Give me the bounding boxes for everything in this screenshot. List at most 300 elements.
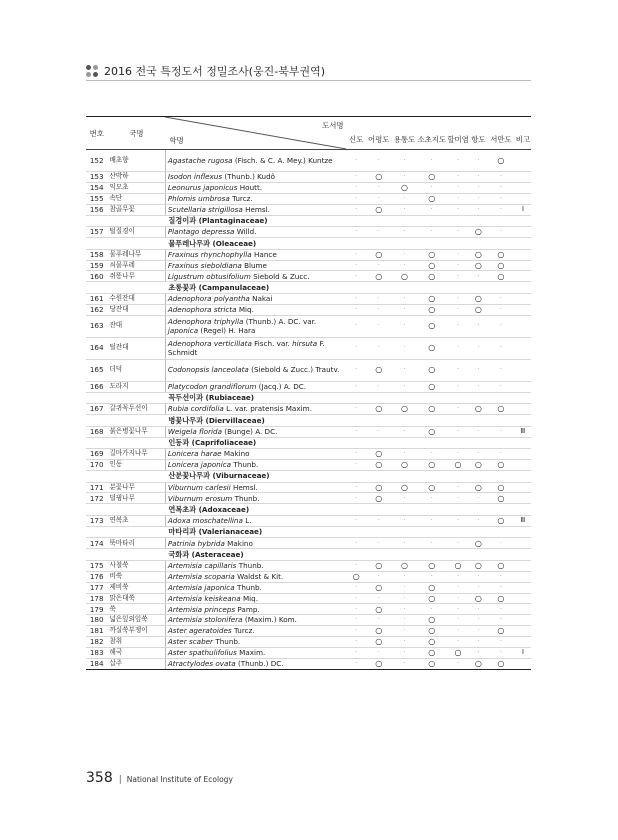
scientific-name-cell xyxy=(165,449,346,460)
remark-cell xyxy=(515,460,531,471)
scientific-name-cell xyxy=(165,637,346,648)
author-citation: (Bunge) A. DC. xyxy=(224,426,278,436)
occurrence-cell: ○ xyxy=(366,271,392,282)
occurrence-cell: · xyxy=(347,381,366,392)
diagonal-line xyxy=(165,117,346,149)
species-number: 179 xyxy=(86,604,107,615)
table-row xyxy=(86,227,531,238)
scientific-name-cell xyxy=(165,381,346,392)
korean-name: 배초향 xyxy=(107,150,165,172)
occurrence-cell: · xyxy=(487,538,515,549)
remark-cell xyxy=(515,315,531,337)
occurrence-cell: · xyxy=(470,626,487,637)
occurrence-cell: · xyxy=(446,293,470,304)
remark-cell: Ⅲ xyxy=(515,426,531,437)
scientific-name: Viburnum erosum xyxy=(167,493,233,503)
remark-cell xyxy=(515,359,531,381)
family-spacer xyxy=(86,238,107,250)
remark-cell xyxy=(515,337,531,359)
scientific-name: Adenophora stricta xyxy=(167,304,237,314)
scientific-name: Phlomis umbrosa xyxy=(167,193,230,203)
remark-cell xyxy=(515,538,531,549)
species-number: 176 xyxy=(86,571,107,582)
remark-cell: I xyxy=(515,647,531,658)
occurrence-cell: · xyxy=(487,337,515,359)
occurrence-cell: ○ xyxy=(417,482,446,493)
header-scientific-name: 학명 xyxy=(169,136,184,145)
occurrence-cell: · xyxy=(417,538,446,549)
occurrence-cell: · xyxy=(347,337,366,359)
occurrence-cell: ○ xyxy=(470,460,487,471)
occurrence-cell: · xyxy=(446,637,470,648)
occurrence-cell: · xyxy=(417,493,446,504)
korean-name: 덜꿩나무 xyxy=(107,493,165,504)
occurrence-cell: · xyxy=(347,227,366,238)
species-number: 162 xyxy=(86,304,107,315)
table-row xyxy=(86,249,531,260)
remark-cell xyxy=(515,193,531,204)
author-citation: Thunb. xyxy=(238,561,264,570)
remark-cell xyxy=(515,293,531,304)
table-row xyxy=(86,571,531,582)
occurrence-cell: ○ xyxy=(392,460,418,471)
species-number: 154 xyxy=(86,182,107,193)
author-citation: (Regel) H. Hara xyxy=(200,326,256,336)
species-number: 181 xyxy=(86,626,107,637)
table-row xyxy=(86,637,531,648)
occurrence-cell: ○ xyxy=(366,658,392,669)
author-citation: Thunb. xyxy=(234,493,260,503)
occurrence-cell: · xyxy=(347,315,366,337)
occurrence-cell: ○ xyxy=(417,359,446,381)
remark-cell xyxy=(515,582,531,593)
family-spacer xyxy=(86,549,107,561)
occurrence-cell: · xyxy=(392,260,418,271)
table-row xyxy=(86,593,531,604)
occurrence-cell: ○ xyxy=(417,304,446,315)
species-number: 158 xyxy=(86,249,107,260)
family-spacer xyxy=(86,282,107,294)
korean-name: 털질경이 xyxy=(107,227,165,238)
occurrence-cell: · xyxy=(366,571,392,582)
occurrence-cell: · xyxy=(417,571,446,582)
occurrence-cell: ○ xyxy=(487,560,515,571)
korean-name: 더덕 xyxy=(107,359,165,381)
author-citation: Thunb. xyxy=(236,582,262,592)
remark-cell xyxy=(515,172,531,183)
author-citation: Thunb. xyxy=(215,637,241,647)
korean-name: 맑은대쑥 xyxy=(107,593,165,604)
occurrence-cell: · xyxy=(392,626,418,637)
occurrence-cell: · xyxy=(366,182,392,193)
header-island: 소초지도 xyxy=(417,117,446,150)
occurrence-cell: ○ xyxy=(366,482,392,493)
occurrence-cell: · xyxy=(347,204,366,215)
korean-name: 길마가지나무 xyxy=(107,449,165,460)
occurrence-cell: · xyxy=(366,315,392,337)
korean-name: 익모초 xyxy=(107,182,165,193)
remark-cell xyxy=(515,182,531,193)
occurrence-cell: ○ xyxy=(487,260,515,271)
family-name: 질경이과 (Plantaginaceae) xyxy=(165,215,531,227)
scientific-name-cell xyxy=(165,150,346,172)
family-spacer xyxy=(86,215,107,227)
occurrence-cell: · xyxy=(446,571,470,582)
species-number: 180 xyxy=(86,615,107,626)
scientific-name: Viburnum carlesii xyxy=(167,482,231,492)
species-number: 157 xyxy=(86,227,107,238)
family-row xyxy=(86,470,531,482)
remark-cell xyxy=(515,604,531,615)
author-citation: Miq. xyxy=(238,304,254,314)
occurrence-cell: · xyxy=(470,359,487,381)
occurrence-cell: ○ xyxy=(347,571,366,582)
page-footer xyxy=(86,770,233,786)
scientific-name: Ligustrum obtusifolium xyxy=(167,271,251,281)
remark-cell xyxy=(515,626,531,637)
occurrence-cell: · xyxy=(417,449,446,460)
scientific-name: Adenophora polyantha xyxy=(167,294,250,304)
remark-cell: Ⅲ xyxy=(515,515,531,526)
occurrence-cell: · xyxy=(366,515,392,526)
occurrence-cell: ○ xyxy=(417,404,446,415)
occurrence-cell: ○ xyxy=(366,582,392,593)
scientific-name-cell xyxy=(165,604,346,615)
occurrence-cell: · xyxy=(347,304,366,315)
scientific-name: Adenophora triphylla xyxy=(167,316,244,326)
scientific-name: Adenophora verticillata xyxy=(167,338,252,348)
occurrence-cell: ○ xyxy=(366,249,392,260)
occurrence-cell: · xyxy=(347,582,366,593)
author-citation: (Fisch. & C. A. Mey.) Kuntze xyxy=(234,155,333,165)
occurrence-cell: ○ xyxy=(487,404,515,415)
page-header xyxy=(86,63,325,79)
occurrence-cell: ○ xyxy=(446,560,470,571)
scientific-name: Aster spathulifolius xyxy=(167,648,237,658)
occurrence-cell: · xyxy=(446,304,470,315)
scientific-name-cell xyxy=(165,193,346,204)
author-citation: Houtt. xyxy=(239,183,263,193)
scientific-name-cell xyxy=(165,482,346,493)
occurrence-cell: · xyxy=(392,615,418,626)
author-citation: (Maxim.) Kom. xyxy=(244,615,297,625)
remark-cell xyxy=(515,482,531,493)
occurrence-cell: · xyxy=(347,538,366,549)
occurrence-cell: ○ xyxy=(487,150,515,172)
scientific-name: Rubia cordifolia xyxy=(167,404,224,414)
occurrence-cell: ○ xyxy=(366,172,392,183)
occurrence-cell: · xyxy=(446,260,470,271)
scientific-name-cell xyxy=(165,460,346,471)
occurrence-cell: · xyxy=(347,249,366,260)
occurrence-cell: ○ xyxy=(417,593,446,604)
scientific-name-cell xyxy=(165,260,346,271)
korean-name: 산박하 xyxy=(107,172,165,183)
family-spacer xyxy=(107,215,165,227)
occurrence-cell: · xyxy=(446,337,470,359)
korean-name: 쥐똥나무 xyxy=(107,271,165,282)
remark-cell xyxy=(515,637,531,648)
occurrence-cell: ○ xyxy=(487,626,515,637)
remark-cell: I xyxy=(515,204,531,215)
occurrence-cell: · xyxy=(392,449,418,460)
occurrence-cell: · xyxy=(366,615,392,626)
occurrence-cell: · xyxy=(392,359,418,381)
family-spacer xyxy=(107,238,165,250)
author-citation: Pamp. xyxy=(237,604,260,614)
family-spacer xyxy=(107,415,165,427)
occurrence-cell: · xyxy=(446,426,470,437)
occurrence-cell: · xyxy=(446,227,470,238)
occurrence-cell: · xyxy=(392,150,418,172)
occurrence-cell: ○ xyxy=(366,560,392,571)
occurrence-cell: ○ xyxy=(392,404,418,415)
header-rule xyxy=(86,80,531,81)
occurrence-cell: · xyxy=(366,538,392,549)
occurrence-cell: · xyxy=(347,593,366,604)
occurrence-cell: · xyxy=(347,193,366,204)
occurrence-cell: ○ xyxy=(470,538,487,549)
header-korean-name: 국명 xyxy=(107,117,165,150)
korean-name: 잔대 xyxy=(107,315,165,337)
header-island: 할미염 xyxy=(446,117,470,150)
remark-cell xyxy=(515,271,531,282)
author-citation: Nakai xyxy=(252,294,273,304)
occurrence-cell: · xyxy=(366,193,392,204)
species-number: 161 xyxy=(86,293,107,304)
occurrence-cell: · xyxy=(392,172,418,183)
occurrence-cell: · xyxy=(487,193,515,204)
occurrence-cell: ○ xyxy=(470,249,487,260)
table-row xyxy=(86,604,531,615)
species-table xyxy=(86,116,531,670)
occurrence-cell: · xyxy=(366,647,392,658)
table-row xyxy=(86,150,531,172)
table-row xyxy=(86,172,531,183)
remark-cell xyxy=(515,615,531,626)
occurrence-cell: · xyxy=(446,172,470,183)
occurrence-cell: · xyxy=(347,271,366,282)
scientific-name: Artemisia keiskeana xyxy=(167,593,241,603)
header-island: 항도 xyxy=(470,117,487,150)
scientific-name-cell xyxy=(165,227,346,238)
scientific-name: Artemisia scoparia xyxy=(167,571,235,581)
occurrence-cell: · xyxy=(446,150,470,172)
scientific-name: Artemisia princeps xyxy=(167,604,236,614)
occurrence-cell: · xyxy=(470,571,487,582)
occurrence-cell: · xyxy=(470,426,487,437)
family-spacer xyxy=(86,415,107,427)
family-name: 산분꽃나무과 (Viburnaceae) xyxy=(165,470,531,482)
korean-name: 털잔대 xyxy=(107,337,165,359)
scientific-name: Agastache rugosa xyxy=(167,155,233,165)
scientific-name: Aster ageratoides xyxy=(167,626,232,636)
scientific-name-cell xyxy=(165,647,346,658)
family-spacer xyxy=(107,437,165,449)
species-number: 171 xyxy=(86,482,107,493)
table-row xyxy=(86,658,531,669)
occurrence-cell: · xyxy=(446,493,470,504)
scientific-name: Fraxinus sieboldiana xyxy=(167,260,242,270)
table-row xyxy=(86,260,531,271)
family-spacer xyxy=(86,470,107,482)
institute-name: National Institute of Ecology xyxy=(126,775,233,784)
species-number: 153 xyxy=(86,172,107,183)
scientific-name-cell xyxy=(165,493,346,504)
scientific-name: Leonurus japonicus xyxy=(167,183,238,193)
author-citation: (Thunb.) A. DC. var. xyxy=(245,316,317,326)
header-diagonal-cell xyxy=(165,117,346,150)
table-row xyxy=(86,304,531,315)
occurrence-cell: · xyxy=(392,515,418,526)
occurrence-cell: ○ xyxy=(487,482,515,493)
occurrence-cell: · xyxy=(347,626,366,637)
scientific-name: Atractylodes ovata xyxy=(167,659,236,669)
family-row xyxy=(86,526,531,538)
species-number: 182 xyxy=(86,637,107,648)
occurrence-cell: · xyxy=(446,359,470,381)
scientific-name: Codonopsis lanceolata xyxy=(167,365,249,375)
table-row xyxy=(86,381,531,392)
occurrence-cell: · xyxy=(470,604,487,615)
scientific-name-cell xyxy=(165,582,346,593)
author-citation: L. var. pratensis Maxim. xyxy=(226,404,312,414)
scientific-name: Weigela florida xyxy=(167,426,222,436)
korean-name: 사철쑥 xyxy=(107,560,165,571)
occurrence-cell: · xyxy=(470,381,487,392)
occurrence-cell: · xyxy=(347,658,366,669)
scientific-name-cell xyxy=(165,293,346,304)
family-row xyxy=(86,504,531,516)
table-row xyxy=(86,293,531,304)
author-citation: F. Schmidt xyxy=(167,338,325,358)
occurrence-cell: · xyxy=(347,293,366,304)
korean-name: 수원잔대 xyxy=(107,293,165,304)
remark-cell xyxy=(515,227,531,238)
remark-cell xyxy=(515,260,531,271)
scientific-name-cell xyxy=(165,515,346,526)
table-row xyxy=(86,404,531,415)
scientific-name: Aster scaber xyxy=(167,637,214,647)
author-citation: Fisch. var. xyxy=(254,338,290,348)
occurrence-cell: ○ xyxy=(487,493,515,504)
occurrence-cell: · xyxy=(347,404,366,415)
occurrence-cell: · xyxy=(392,571,418,582)
header-remarks: 비고 xyxy=(515,117,531,150)
species-number: 163 xyxy=(86,315,107,337)
occurrence-cell: · xyxy=(487,449,515,460)
occurrence-cell: ○ xyxy=(487,460,515,471)
occurrence-cell: · xyxy=(470,515,487,526)
occurrence-cell: · xyxy=(347,647,366,658)
korean-name: 도라지 xyxy=(107,381,165,392)
author-citation: Maxim. xyxy=(239,648,266,658)
family-spacer xyxy=(86,504,107,516)
occurrence-cell: · xyxy=(392,293,418,304)
occurrence-cell: · xyxy=(487,182,515,193)
korean-name: 넓은잎외잎쑥 xyxy=(107,615,165,626)
occurrence-cell: · xyxy=(487,293,515,304)
occurrence-cell: · xyxy=(470,582,487,593)
scientific-name: Patrinia hybrida xyxy=(167,538,225,548)
scientific-name-cell xyxy=(165,560,346,571)
occurrence-cell: ○ xyxy=(366,204,392,215)
family-name: 연복초과 (Adoxaceae) xyxy=(165,504,531,516)
table-row xyxy=(86,460,531,471)
occurrence-cell: ○ xyxy=(417,249,446,260)
occurrence-cell: ○ xyxy=(417,426,446,437)
remark-cell xyxy=(515,404,531,415)
table-row xyxy=(86,515,531,526)
species-number: 159 xyxy=(86,260,107,271)
occurrence-cell: · xyxy=(446,271,470,282)
occurrence-cell: · xyxy=(392,315,418,337)
occurrence-cell: · xyxy=(470,449,487,460)
scientific-name-cell xyxy=(165,315,346,337)
scientific-name: Fraxinus rhynchophylla xyxy=(167,249,252,259)
korean-name: 비쑥 xyxy=(107,571,165,582)
author-citation: Waldst & Kit. xyxy=(237,571,284,581)
korean-name: 물푸레나무 xyxy=(107,249,165,260)
species-number: 169 xyxy=(86,449,107,460)
scientific-name-cell xyxy=(165,304,346,315)
occurrence-cell: · xyxy=(487,315,515,337)
occurrence-cell: · xyxy=(417,515,446,526)
occurrence-cell: · xyxy=(347,449,366,460)
korean-name: 제비쑥 xyxy=(107,582,165,593)
family-spacer xyxy=(86,437,107,449)
occurrence-cell: · xyxy=(392,637,418,648)
occurrence-cell: · xyxy=(392,249,418,260)
occurrence-cell: ○ xyxy=(487,271,515,282)
korean-name: 붉은병꽃나무 xyxy=(107,426,165,437)
species-number: 184 xyxy=(86,658,107,669)
scientific-name-cell xyxy=(165,337,346,359)
occurrence-cell: ○ xyxy=(487,515,515,526)
table-header-row xyxy=(86,117,531,150)
occurrence-cell: · xyxy=(470,150,487,172)
family-spacer xyxy=(107,282,165,294)
occurrence-cell: · xyxy=(446,404,470,415)
occurrence-cell: ○ xyxy=(417,647,446,658)
korean-name: 까실쑥부쟁이 xyxy=(107,626,165,637)
occurrence-cell: · xyxy=(487,426,515,437)
occurrence-cell: ○ xyxy=(470,260,487,271)
korean-name: 갈퀴꼭두선이 xyxy=(107,404,165,415)
scientific-name-cell xyxy=(165,359,346,381)
occurrence-cell: · xyxy=(347,426,366,437)
species-number: 172 xyxy=(86,493,107,504)
occurrence-cell: · xyxy=(392,658,418,669)
occurrence-cell: ○ xyxy=(417,271,446,282)
author-citation: Hemsl. xyxy=(245,204,270,214)
family-name: 병꽃나무과 (Diervillaceae) xyxy=(165,415,531,427)
species-number: 167 xyxy=(86,404,107,415)
occurrence-cell: ○ xyxy=(417,615,446,626)
family-name: 초롱꽃과 (Campanulaceae) xyxy=(165,282,531,294)
occurrence-cell: ○ xyxy=(446,647,470,658)
occurrence-cell: · xyxy=(392,227,418,238)
occurrence-cell: · xyxy=(487,615,515,626)
header-no: 번호 xyxy=(86,117,107,150)
species-number: 183 xyxy=(86,647,107,658)
scientific-name: Lonicera harae xyxy=(167,449,222,459)
remark-cell xyxy=(515,381,531,392)
occurrence-cell: · xyxy=(347,150,366,172)
species-number: 165 xyxy=(86,359,107,381)
species-number: 166 xyxy=(86,381,107,392)
occurrence-cell: ○ xyxy=(470,658,487,669)
